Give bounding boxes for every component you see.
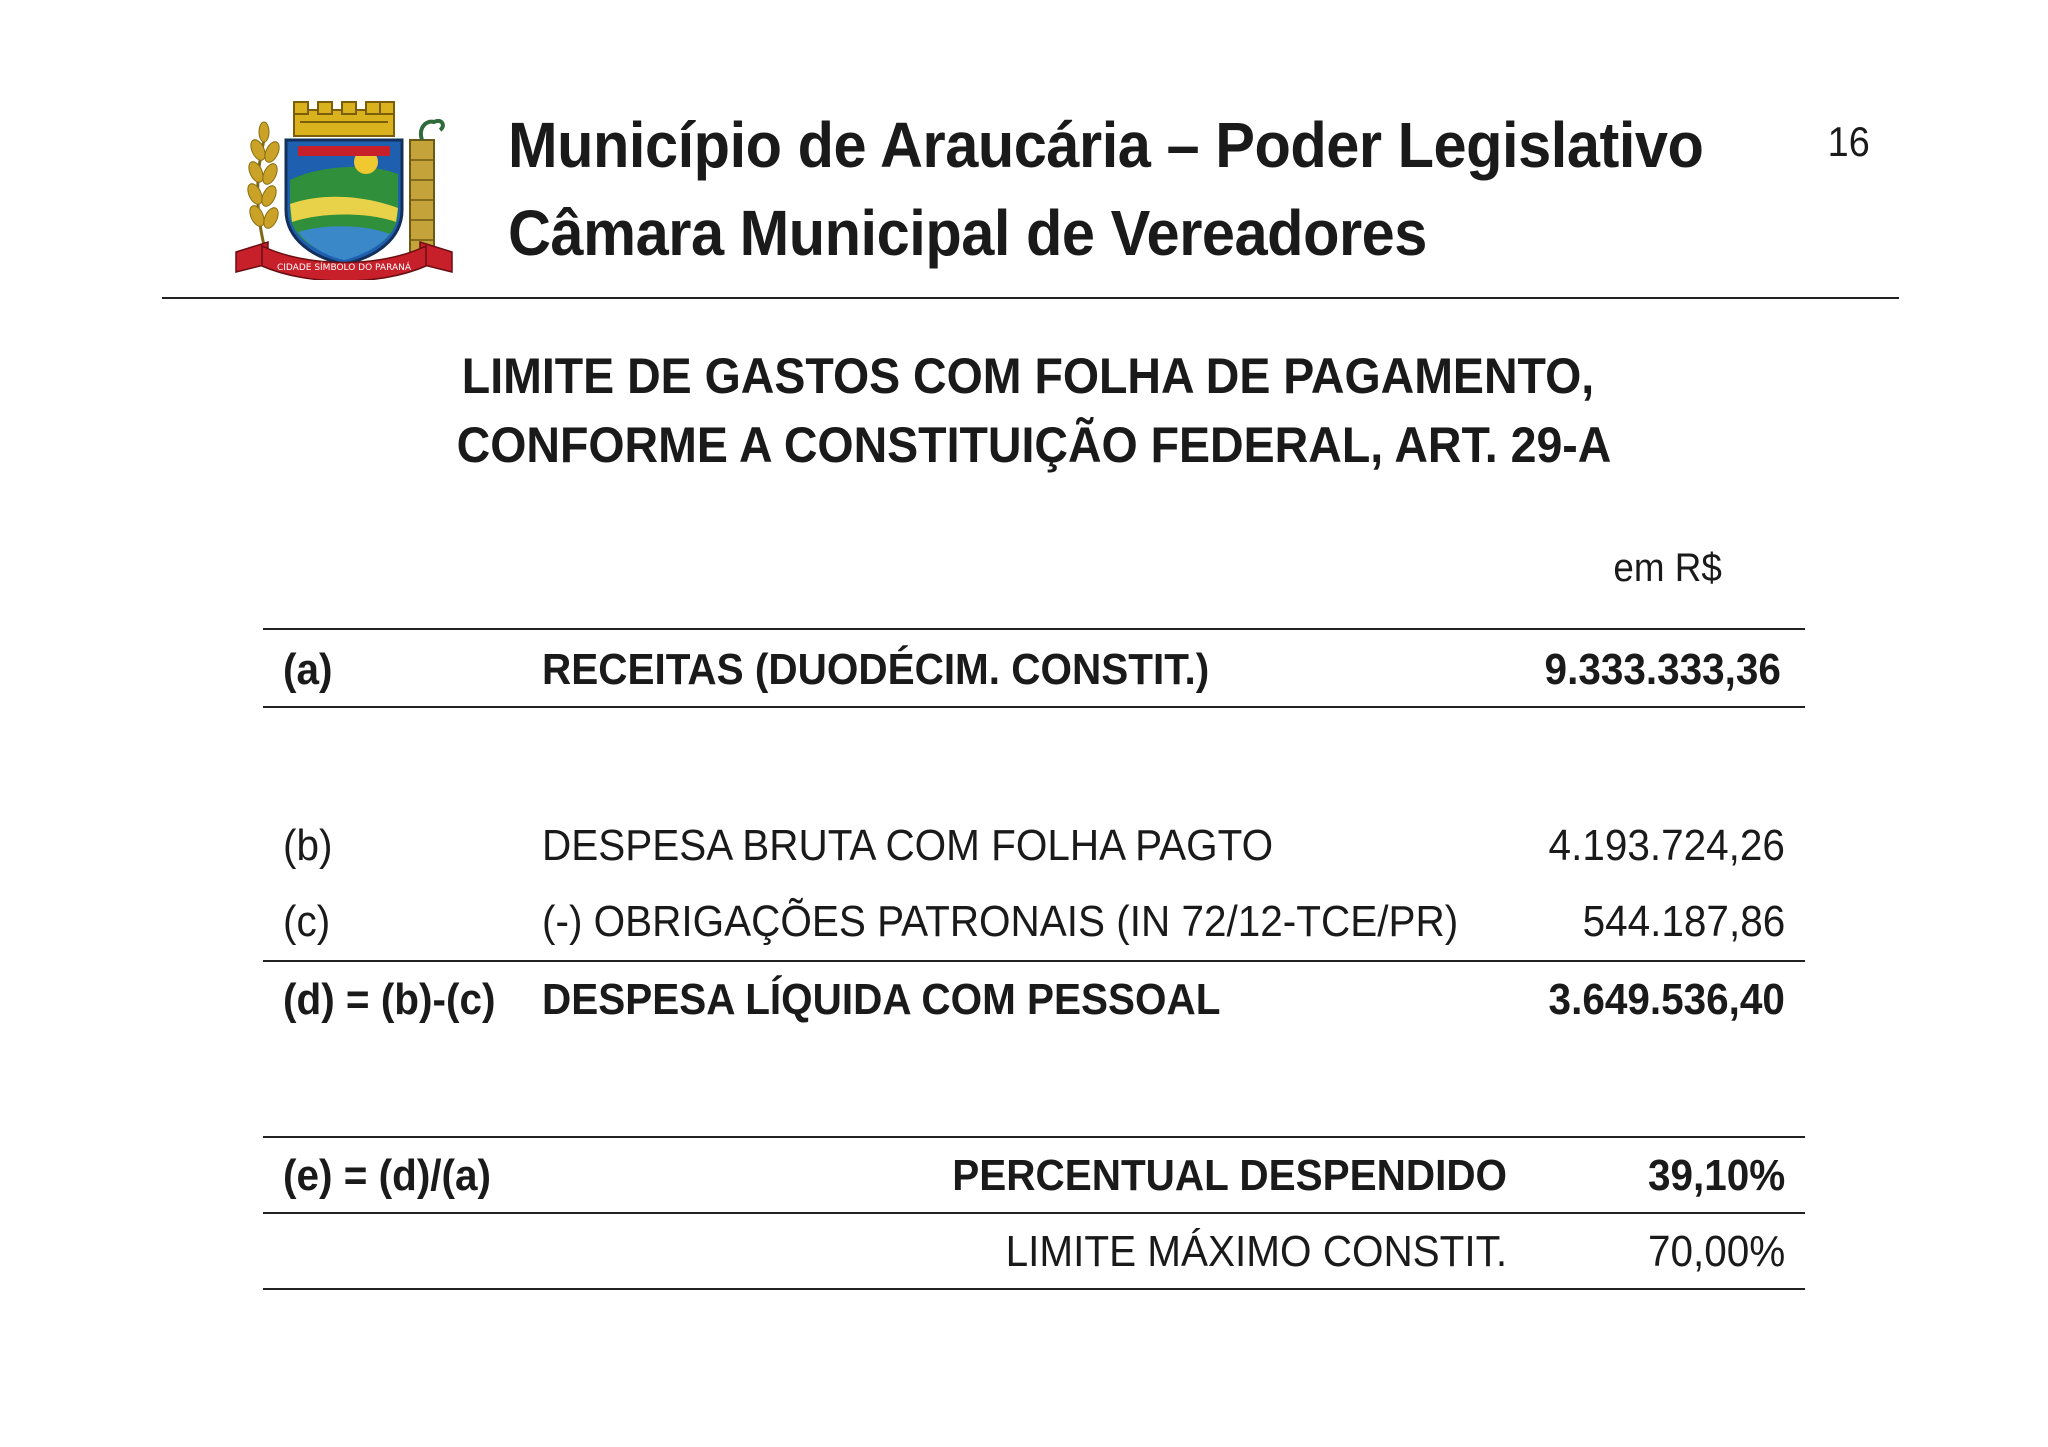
row-description: DESPESA LÍQUIDA COM PESSOAL: [542, 975, 1221, 1024]
table-rule: [263, 1288, 1805, 1290]
table-row-percent-spent: [263, 1138, 1805, 1214]
row-code: (c): [283, 897, 331, 946]
row-code: (a): [283, 645, 333, 694]
row-description: LIMITE MÁXIMO CONSTIT.: [1005, 1227, 1507, 1276]
shield-icon: [286, 140, 402, 264]
header-subtitle: Câmara Municipal de Vereadores: [508, 197, 1427, 269]
row-value: 4.193.724,26: [1548, 821, 1785, 870]
row-code: (e) = (d)/(a): [283, 1151, 492, 1200]
coat-of-arms-logo: [228, 100, 460, 280]
row-value: 9.333.333,36: [1544, 645, 1781, 694]
page-number: 16: [1827, 118, 1870, 165]
table-row-revenue: [263, 632, 1805, 708]
section-title-line2: CONFORME A CONSTITUIÇÃO FEDERAL, ART. 29-A: [456, 417, 1612, 473]
row-description: RECEITAS (DUODÉCIM. CONSTIT.): [542, 645, 1210, 694]
header-divider: [162, 297, 1899, 299]
wheat-icon: [245, 122, 282, 260]
table-rule: [263, 628, 1805, 630]
table-row-max-limit: [263, 1214, 1805, 1290]
row-description: PERCENTUAL DESPENDIDO: [952, 1151, 1507, 1200]
row-code: (d) = (b)-(c): [283, 975, 496, 1024]
row-value: 39,10%: [1647, 1151, 1785, 1200]
row-value: 70,00%: [1647, 1227, 1785, 1276]
table-row-net-personnel: [263, 962, 1805, 1038]
row-description: (-) OBRIGAÇÕES PATRONAIS (IN 72/12-TCE/PR): [542, 897, 1459, 946]
row-value: 3.649.536,40: [1548, 975, 1785, 1024]
section-title-line1: LIMITE DE GASTOS COM FOLHA DE PAGAMENTO,: [461, 348, 1595, 404]
table-rule: [263, 706, 1805, 708]
row-code: (b): [283, 821, 333, 870]
ribbon-text: CIDADE SÍMBOLO DO PARANÁ: [276, 263, 412, 273]
currency-note: em R$: [1613, 546, 1722, 590]
table-row-employer-obligations: [263, 884, 1805, 960]
header-title: Município de Araucária – Poder Legislativo: [508, 109, 1704, 181]
crown-icon: [294, 102, 394, 136]
row-value: 544.187,86: [1582, 897, 1785, 946]
tower-icon: [410, 121, 443, 258]
table-row-gross-payroll: [263, 808, 1805, 884]
row-description: DESPESA BRUTA COM FOLHA PAGTO: [542, 821, 1274, 870]
